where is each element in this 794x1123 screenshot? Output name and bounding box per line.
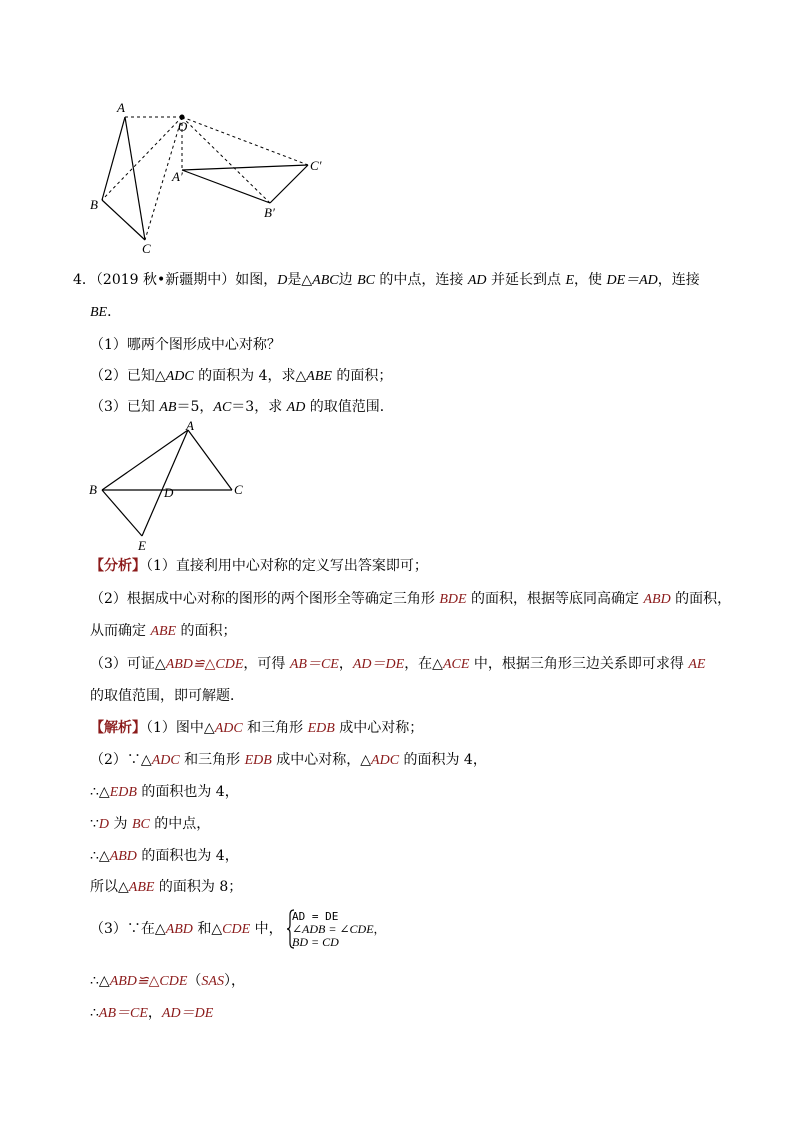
equation-row-3: BD = CD xyxy=(292,935,339,949)
label-B: B xyxy=(90,197,98,212)
label-D: D xyxy=(164,485,174,500)
label-A: A xyxy=(117,100,125,115)
analysis-tag: 【分析】 xyxy=(90,558,146,574)
solution-line2: （2）∵△ADC 和三角形 EDB 成中心对称，△ADC 的面积为 4， xyxy=(90,752,487,768)
equation-row-2: ∠ADB = ∠CDE， xyxy=(292,922,386,936)
analysis-line5: 的取值范围，即可解题． xyxy=(90,688,244,704)
question-1: （1）哪两个图形成中心对称？ xyxy=(90,337,281,353)
label-B-prime: B′ xyxy=(264,205,275,220)
label-E: E xyxy=(138,538,146,553)
label-O: O xyxy=(178,119,188,134)
analysis-line3: 从而确定 ABE 的面积； xyxy=(90,623,237,639)
problem-stem-line2: BE． xyxy=(90,304,122,320)
solution-line4: ∵D 为 BC 的中点， xyxy=(90,816,211,832)
rotation-figure xyxy=(80,95,340,260)
analysis-line4: （3）可证△ABD≌△CDE，可得 AB＝CE，AD＝DE，在△ACE 中，根据三角形三边关系即可求得 AE xyxy=(90,656,706,672)
label-B: B xyxy=(89,482,97,497)
solution-tag: 【解析】 xyxy=(90,720,146,736)
triangle-figure xyxy=(80,418,260,558)
equation-system xyxy=(292,910,386,949)
equation-row-1: AD = DE xyxy=(292,910,339,923)
analysis-line2: （2）根据成中心对称的图形的两个图形全等确定三角形 BDE 的面积，根据等底同高确定 ABD 的面积， xyxy=(90,591,732,607)
solution-line7: （3）∵在△ABD 和△CDE 中， xyxy=(90,921,283,937)
problem-source: （2019 秋•新疆期中） xyxy=(95,272,236,288)
label-A-prime: A′ xyxy=(172,169,183,184)
label-C: C xyxy=(142,241,151,256)
label-C-prime: C′ xyxy=(310,158,322,173)
question-3: （3）已知 AB＝5，AC＝3，求 AD 的取值范围． xyxy=(90,399,394,415)
analysis-line1: 【分析】（1）直接利用中心对称的定义写出答案即可； xyxy=(90,558,428,574)
problem-stem-line1: 4．（2019 秋•新疆期中）如图，D是△ABC边 BC 的中点，连接 AD 并延长到点 E，使 DE＝AD，连接 xyxy=(73,272,700,288)
solution-line8: ∴△ABD≌△CDE（SAS）， xyxy=(90,973,245,989)
problem-number: 4． xyxy=(73,272,96,288)
solution-line5: ∴△ABD 的面积也为 4， xyxy=(90,848,239,864)
label-A: A xyxy=(186,418,194,433)
solution-line1: 【解析】（1）图中△ADC 和三角形 EDB 成中心对称； xyxy=(90,720,424,736)
solution-line6: 所以△ABE 的面积为 8； xyxy=(90,879,243,895)
solution-line9: ∴AB＝CE，AD＝DE xyxy=(90,1005,214,1021)
solution-line3: ∴△EDB 的面积也为 4， xyxy=(90,784,239,800)
label-C: C xyxy=(234,482,243,497)
question-2: （2）已知△ADC 的面积为 4，求△ABE 的面积； xyxy=(90,368,393,384)
